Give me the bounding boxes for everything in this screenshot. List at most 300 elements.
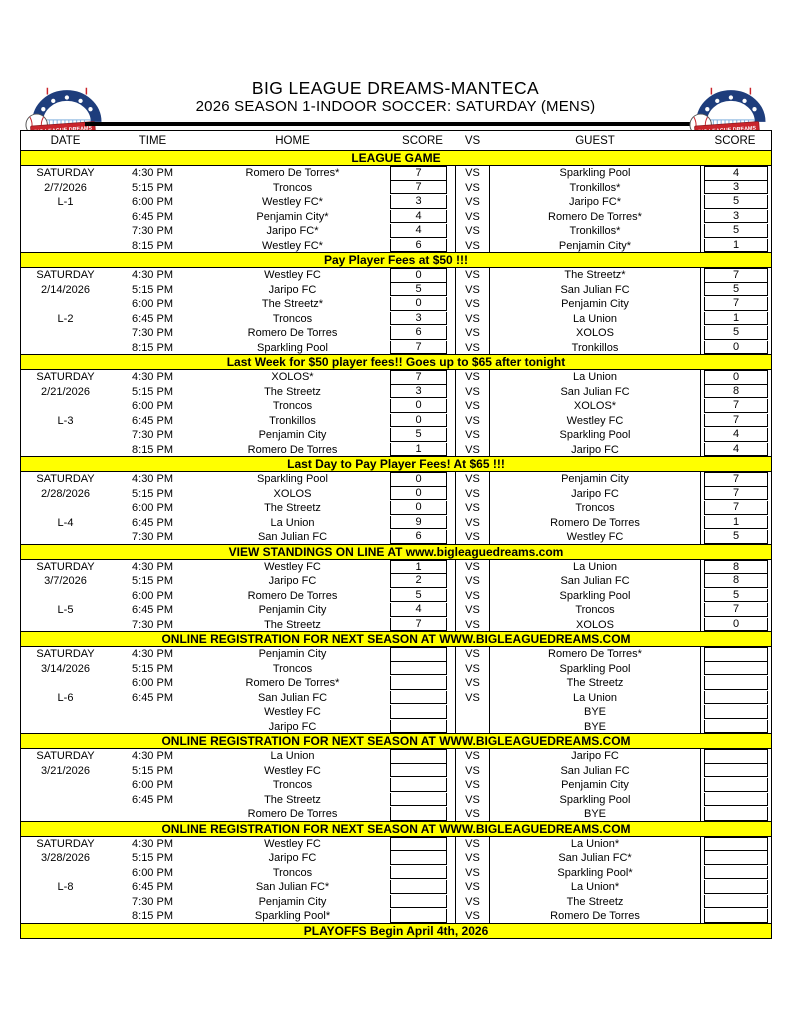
game-row bbox=[21, 603, 771, 618]
vs-label: VS bbox=[455, 166, 490, 181]
guest-score-cell bbox=[700, 793, 770, 808]
home-team: San Julian FC bbox=[257, 691, 328, 704]
vs-label: VS bbox=[455, 501, 490, 516]
home-team: Westley FC bbox=[264, 706, 321, 718]
game-row bbox=[21, 530, 771, 545]
guest-team: Penjamin City bbox=[561, 298, 629, 310]
home-team: Troncos bbox=[272, 312, 313, 325]
guest-score-cell bbox=[700, 370, 770, 385]
guest-score-box bbox=[704, 749, 768, 764]
game-time: 6:45 PM bbox=[132, 210, 173, 223]
game-row bbox=[21, 560, 771, 575]
home-score-cell bbox=[390, 487, 455, 502]
guest-team: San Julian FC bbox=[560, 575, 630, 587]
guest-score-cell bbox=[700, 297, 770, 312]
guest-team: XOLOS bbox=[576, 327, 614, 339]
home-score-cell bbox=[390, 268, 455, 283]
vs-label: VS bbox=[455, 370, 490, 385]
col-header-time: TIME bbox=[138, 135, 167, 147]
week-section bbox=[20, 749, 772, 822]
vs-label: VS bbox=[455, 895, 490, 910]
guest-score-box: 1 bbox=[704, 239, 768, 253]
date-label bbox=[21, 297, 110, 312]
home-team: The Streetz bbox=[264, 618, 321, 631]
guest-score-cell bbox=[700, 501, 770, 516]
date-label: SATURDAY bbox=[36, 167, 95, 179]
home-score-cell bbox=[390, 793, 455, 808]
guest-score-box: 7 bbox=[704, 603, 768, 617]
week-section bbox=[20, 268, 772, 355]
guest-score-box: 7 bbox=[704, 268, 768, 283]
vs-label bbox=[455, 705, 490, 720]
guest-score-box bbox=[704, 807, 768, 821]
game-row bbox=[21, 662, 771, 677]
date-label bbox=[21, 866, 110, 881]
home-score-cell bbox=[390, 720, 455, 735]
home-team: Penjamin City bbox=[258, 604, 327, 616]
guest-team: Sparkling Pool bbox=[559, 429, 631, 441]
vs-label: VS bbox=[455, 866, 490, 881]
game-row bbox=[21, 326, 771, 341]
guest-team: San Julian FC* bbox=[558, 852, 632, 864]
section-banner: ONLINE REGISTRATION FOR NEXT SEASON AT WWW.BIGLEAGUEDREAMS.COM bbox=[20, 733, 772, 749]
date-label bbox=[21, 530, 110, 545]
home-team: The Streetz bbox=[264, 502, 321, 514]
guest-team: Sparkling Pool bbox=[559, 662, 631, 675]
home-score-cell bbox=[390, 778, 455, 793]
home-score-box: 9 bbox=[390, 516, 447, 530]
game-time bbox=[110, 807, 195, 822]
game-row bbox=[21, 239, 771, 254]
game-row bbox=[21, 428, 771, 443]
guest-team: The Streetz* bbox=[564, 269, 626, 281]
home-score-box bbox=[390, 764, 447, 778]
game-time: 4:30 PM bbox=[132, 648, 173, 660]
guest-score-cell bbox=[700, 880, 770, 895]
game-row bbox=[21, 909, 771, 924]
guest-score-box bbox=[704, 837, 768, 852]
date-label bbox=[21, 239, 110, 254]
home-score-box: 7 bbox=[390, 341, 447, 355]
guest-score-box bbox=[704, 662, 768, 676]
game-row bbox=[21, 618, 771, 633]
game-time: 7:30 PM bbox=[132, 225, 173, 237]
home-score-box bbox=[390, 807, 447, 821]
game-row bbox=[21, 297, 771, 312]
guest-team: Troncos bbox=[575, 502, 615, 514]
guest-score-box: 1 bbox=[704, 516, 768, 530]
home-score-box: 7 bbox=[390, 166, 447, 181]
game-time: 6:45 PM bbox=[132, 414, 173, 427]
game-row bbox=[21, 880, 771, 895]
home-team: Westley FC bbox=[264, 269, 321, 281]
vs-label: VS bbox=[455, 647, 490, 662]
home-score-box bbox=[390, 662, 447, 676]
home-score-box: 0 bbox=[390, 414, 447, 428]
vs-label: VS bbox=[455, 487, 490, 502]
week-section bbox=[20, 370, 772, 457]
vs-label: VS bbox=[455, 326, 490, 341]
guest-score-cell bbox=[700, 662, 770, 677]
guest-team: BYE bbox=[583, 706, 606, 718]
game-row bbox=[21, 516, 771, 531]
date-label bbox=[21, 326, 110, 341]
guest-team: Sparkling Pool* bbox=[557, 866, 633, 879]
vs-label: VS bbox=[455, 385, 490, 400]
date-label: SATURDAY bbox=[36, 473, 95, 485]
date-label: SATURDAY bbox=[36, 269, 95, 281]
home-team: Penjamin City bbox=[258, 895, 327, 908]
home-score-cell bbox=[390, 195, 455, 210]
guest-score-cell bbox=[700, 195, 770, 210]
home-score-box bbox=[390, 851, 447, 865]
game-time: 5:15 PM bbox=[132, 283, 173, 296]
date-label bbox=[21, 618, 110, 633]
home-score-box: 1 bbox=[390, 560, 447, 575]
home-score-cell bbox=[390, 691, 455, 706]
home-score-cell bbox=[390, 530, 455, 545]
date-label: L-1 bbox=[57, 196, 74, 208]
game-time: 7:30 PM bbox=[132, 429, 173, 441]
vs-label: VS bbox=[455, 691, 490, 706]
home-score-cell bbox=[390, 880, 455, 895]
home-score-cell bbox=[390, 443, 455, 458]
guest-score-box bbox=[704, 720, 768, 734]
date-label: 3/14/2026 bbox=[41, 662, 90, 675]
game-row bbox=[21, 705, 771, 720]
home-team: Troncos bbox=[272, 866, 313, 879]
home-team: Troncos bbox=[272, 779, 313, 791]
guest-team: San Julian FC bbox=[560, 764, 630, 777]
section-banner: Last Day to Pay Player Fees! At $65 !!! bbox=[20, 456, 772, 472]
vs-label: VS bbox=[455, 428, 490, 443]
home-team: Troncos bbox=[272, 181, 313, 194]
vs-label: VS bbox=[455, 268, 490, 283]
guest-score-cell bbox=[700, 516, 770, 531]
home-team: Westley FC bbox=[264, 837, 321, 850]
vs-label: VS bbox=[455, 880, 490, 895]
game-time: 6:45 PM bbox=[132, 793, 173, 806]
vs-label: VS bbox=[455, 399, 490, 414]
vs-label: VS bbox=[455, 909, 490, 924]
guest-score-cell bbox=[700, 574, 770, 589]
home-score-cell bbox=[390, 662, 455, 677]
guest-score-cell bbox=[700, 472, 770, 487]
guest-team: La Union* bbox=[570, 881, 620, 893]
home-team: San Julian FC* bbox=[255, 881, 330, 893]
guest-score-cell bbox=[700, 399, 770, 414]
home-team: XOLOS* bbox=[271, 371, 314, 383]
game-row bbox=[21, 866, 771, 881]
date-label bbox=[21, 793, 110, 808]
game-time bbox=[110, 720, 195, 735]
league-game-banner: LEAGUE GAME bbox=[20, 150, 772, 166]
game-time bbox=[110, 705, 195, 720]
guest-team: Jaripo FC bbox=[571, 750, 619, 762]
home-score-box bbox=[390, 749, 447, 764]
guest-team: Westley FC bbox=[566, 414, 624, 427]
guest-score-cell bbox=[700, 210, 770, 225]
home-score-cell bbox=[390, 837, 455, 852]
vs-label: VS bbox=[455, 210, 490, 225]
guest-score-cell bbox=[700, 428, 770, 443]
guest-score-box: 3 bbox=[704, 181, 768, 195]
vs-label: VS bbox=[455, 764, 490, 779]
guest-score-cell bbox=[700, 647, 770, 662]
game-time: 4:30 PM bbox=[132, 371, 173, 383]
vs-label: VS bbox=[455, 603, 490, 618]
guest-score-cell bbox=[700, 778, 770, 793]
home-score-box: 7 bbox=[390, 618, 447, 632]
home-score-box: 1 bbox=[390, 443, 447, 457]
home-team: Jaripo FC bbox=[268, 575, 317, 587]
home-team: San Julian FC bbox=[257, 531, 328, 543]
game-row bbox=[21, 224, 771, 239]
vs-label: VS bbox=[455, 414, 490, 429]
guest-score-box: 0 bbox=[704, 341, 768, 355]
home-score-box: 0 bbox=[390, 487, 447, 501]
guest-team: The Streetz bbox=[566, 677, 624, 689]
guest-team: Sparkling Pool bbox=[559, 167, 631, 179]
game-row bbox=[21, 370, 771, 385]
date-label: SATURDAY bbox=[36, 371, 95, 383]
home-score-box: 4 bbox=[390, 603, 447, 617]
home-score-cell bbox=[390, 326, 455, 341]
guest-score-box: 5 bbox=[704, 283, 768, 297]
guest-score-box bbox=[704, 866, 768, 880]
home-score-box bbox=[390, 705, 447, 719]
game-time: 4:30 PM bbox=[132, 750, 173, 762]
guest-score-cell bbox=[700, 385, 770, 400]
home-team: Penjamin City bbox=[258, 648, 327, 660]
home-score-cell bbox=[390, 909, 455, 924]
game-row bbox=[21, 764, 771, 779]
date-label: L-8 bbox=[57, 881, 74, 893]
vs-label: VS bbox=[455, 749, 490, 764]
game-time: 6:00 PM bbox=[132, 298, 173, 310]
guest-score-box: 0 bbox=[704, 618, 768, 632]
guest-score-cell bbox=[700, 181, 770, 196]
game-row bbox=[21, 676, 771, 691]
week-section bbox=[20, 472, 772, 545]
guest-team: La Union* bbox=[570, 837, 620, 850]
guest-score-cell bbox=[700, 691, 770, 706]
vs-label: VS bbox=[455, 195, 490, 210]
section-banner: ONLINE REGISTRATION FOR NEXT SEASON AT WWW.BIGLEAGUEDREAMS.COM bbox=[20, 821, 772, 837]
guest-team: La Union bbox=[572, 312, 618, 325]
guest-score-box: 7 bbox=[704, 414, 768, 428]
home-score-cell bbox=[390, 399, 455, 414]
schedule-table bbox=[20, 130, 772, 939]
guest-score-box bbox=[704, 764, 768, 778]
home-team: La Union bbox=[270, 750, 315, 762]
schedule-body bbox=[20, 166, 772, 939]
home-score-cell bbox=[390, 851, 455, 866]
vs-label: VS bbox=[455, 778, 490, 793]
vs-label: VS bbox=[455, 807, 490, 822]
game-time: 5:15 PM bbox=[132, 575, 173, 587]
game-row bbox=[21, 574, 771, 589]
guest-score-box: 4 bbox=[704, 428, 768, 442]
guest-team: Jaripo FC* bbox=[569, 196, 621, 208]
guest-score-box: 0 bbox=[704, 370, 768, 385]
game-time: 4:30 PM bbox=[132, 560, 173, 573]
guest-team: San Julian FC bbox=[560, 385, 630, 398]
date-label bbox=[21, 501, 110, 516]
home-score-cell bbox=[390, 516, 455, 531]
game-time: 8:15 PM bbox=[132, 443, 173, 456]
guest-score-box: 7 bbox=[704, 472, 768, 487]
guest-score-box: 8 bbox=[704, 574, 768, 588]
guest-team: Penjamin City bbox=[561, 473, 629, 485]
guest-team: Jaripo FC bbox=[571, 443, 619, 456]
date-label bbox=[21, 720, 110, 735]
home-score-cell bbox=[390, 618, 455, 633]
guest-team: Romero De Torres* bbox=[548, 648, 642, 660]
home-score-box: 3 bbox=[390, 312, 447, 326]
game-time: 5:15 PM bbox=[132, 662, 173, 675]
home-score-cell bbox=[390, 166, 455, 181]
game-row bbox=[21, 720, 771, 735]
game-time: 6:45 PM bbox=[132, 604, 173, 616]
guest-team: Sparkling Pool bbox=[559, 589, 631, 602]
col-header-home-score: SCORE bbox=[402, 135, 443, 147]
game-row bbox=[21, 851, 771, 866]
home-team: Sparkling Pool bbox=[257, 341, 328, 354]
home-score-box: 7 bbox=[390, 370, 447, 385]
home-team: Romero De Torres* bbox=[245, 677, 340, 689]
game-row bbox=[21, 283, 771, 298]
home-score-cell bbox=[390, 210, 455, 225]
vs-label: VS bbox=[455, 341, 490, 356]
home-score-box: 0 bbox=[390, 472, 447, 487]
guest-score-box bbox=[704, 895, 768, 909]
game-row bbox=[21, 837, 771, 852]
home-team: Romero De Torres bbox=[247, 327, 338, 339]
date-label: L-2 bbox=[57, 312, 74, 325]
home-score-cell bbox=[390, 312, 455, 327]
home-team: Troncos bbox=[272, 400, 313, 412]
game-row bbox=[21, 749, 771, 764]
home-team: Sparkling Pool* bbox=[254, 910, 331, 922]
vs-label: VS bbox=[455, 574, 490, 589]
home-score-box: 3 bbox=[390, 385, 447, 399]
guest-score-cell bbox=[700, 224, 770, 239]
guest-team: Penjamin City bbox=[561, 779, 629, 791]
guest-score-box bbox=[704, 705, 768, 719]
home-team: Jaripo FC bbox=[268, 283, 317, 296]
guest-team: Sparkling Pool bbox=[559, 793, 631, 806]
date-label bbox=[21, 705, 110, 720]
col-header-guest-score: SCORE bbox=[714, 135, 756, 147]
guest-score-box: 5 bbox=[704, 195, 768, 209]
game-row bbox=[21, 501, 771, 516]
home-team: Romero De Torres bbox=[247, 443, 338, 456]
guest-score-cell bbox=[700, 705, 770, 720]
home-score-cell bbox=[390, 283, 455, 298]
table-header-row bbox=[20, 130, 772, 151]
section-banner: Pay Player Fees at $50 !!! bbox=[20, 252, 772, 268]
guest-score-cell bbox=[700, 807, 770, 822]
guest-score-box: 5 bbox=[704, 224, 768, 238]
game-time: 5:15 PM bbox=[132, 181, 173, 194]
week-section bbox=[20, 560, 772, 633]
guest-score-box bbox=[704, 676, 768, 690]
vs-label: VS bbox=[455, 837, 490, 852]
week-section bbox=[20, 647, 772, 734]
game-time: 7:30 PM bbox=[132, 327, 173, 339]
game-time: 4:30 PM bbox=[132, 473, 173, 485]
vs-label: VS bbox=[455, 793, 490, 808]
game-time: 7:30 PM bbox=[132, 618, 173, 631]
section-banner: PLAYOFFS Begin April 4th, 2026 bbox=[20, 923, 772, 939]
guest-score-cell bbox=[700, 283, 770, 298]
home-score-cell bbox=[390, 866, 455, 881]
guest-team: Jaripo FC bbox=[571, 487, 619, 500]
home-team: Jaripo FC bbox=[268, 720, 317, 733]
section-banner: ONLINE REGISTRATION FOR NEXT SEASON AT WWW.BIGLEAGUEDREAMS.COM bbox=[20, 631, 772, 647]
guest-score-box bbox=[704, 778, 768, 792]
home-score-cell bbox=[390, 385, 455, 400]
game-row bbox=[21, 385, 771, 400]
game-time: 5:15 PM bbox=[132, 764, 173, 777]
guest-team: Tronkillos bbox=[571, 341, 619, 354]
guest-score-cell bbox=[700, 676, 770, 691]
guest-score-cell bbox=[700, 487, 770, 502]
date-label bbox=[21, 807, 110, 822]
home-score-box bbox=[390, 866, 447, 880]
vs-label: VS bbox=[455, 239, 490, 254]
guest-team: Westley FC bbox=[566, 531, 624, 543]
game-time: 6:00 PM bbox=[132, 502, 173, 514]
game-row bbox=[21, 195, 771, 210]
game-time: 6:00 PM bbox=[132, 589, 173, 602]
guest-score-box: 3 bbox=[704, 210, 768, 224]
guest-score-box: 5 bbox=[704, 530, 768, 544]
guest-team: Romero De Torres bbox=[550, 516, 640, 529]
game-row bbox=[21, 181, 771, 196]
guest-score-box bbox=[704, 851, 768, 865]
guest-score-cell bbox=[700, 618, 770, 633]
col-header-home: HOME bbox=[275, 135, 310, 147]
week-section bbox=[20, 837, 772, 924]
date-label: 2/7/2026 bbox=[44, 181, 87, 194]
guest-score-box: 8 bbox=[704, 560, 768, 575]
guest-score-cell bbox=[700, 720, 770, 735]
game-row bbox=[21, 472, 771, 487]
date-label: SATURDAY bbox=[36, 837, 95, 850]
guest-team: BYE bbox=[583, 808, 606, 820]
guest-score-box bbox=[704, 793, 768, 807]
home-score-cell bbox=[390, 341, 455, 356]
guest-score-cell bbox=[700, 443, 770, 458]
home-score-box: 5 bbox=[390, 283, 447, 297]
home-score-cell bbox=[390, 414, 455, 429]
home-team: XOLOS bbox=[273, 487, 312, 500]
guest-score-box: 4 bbox=[704, 443, 768, 457]
game-row bbox=[21, 793, 771, 808]
home-score-box: 2 bbox=[390, 574, 447, 588]
home-score-box bbox=[390, 691, 447, 705]
game-row bbox=[21, 895, 771, 910]
guest-team: Penjamin City* bbox=[558, 239, 632, 252]
game-time: 4:30 PM bbox=[132, 167, 173, 179]
game-time: 5:15 PM bbox=[132, 852, 173, 864]
date-label bbox=[21, 676, 110, 691]
home-team: The Streetz bbox=[264, 793, 321, 806]
date-label bbox=[21, 224, 110, 239]
home-team: La Union bbox=[270, 516, 315, 529]
